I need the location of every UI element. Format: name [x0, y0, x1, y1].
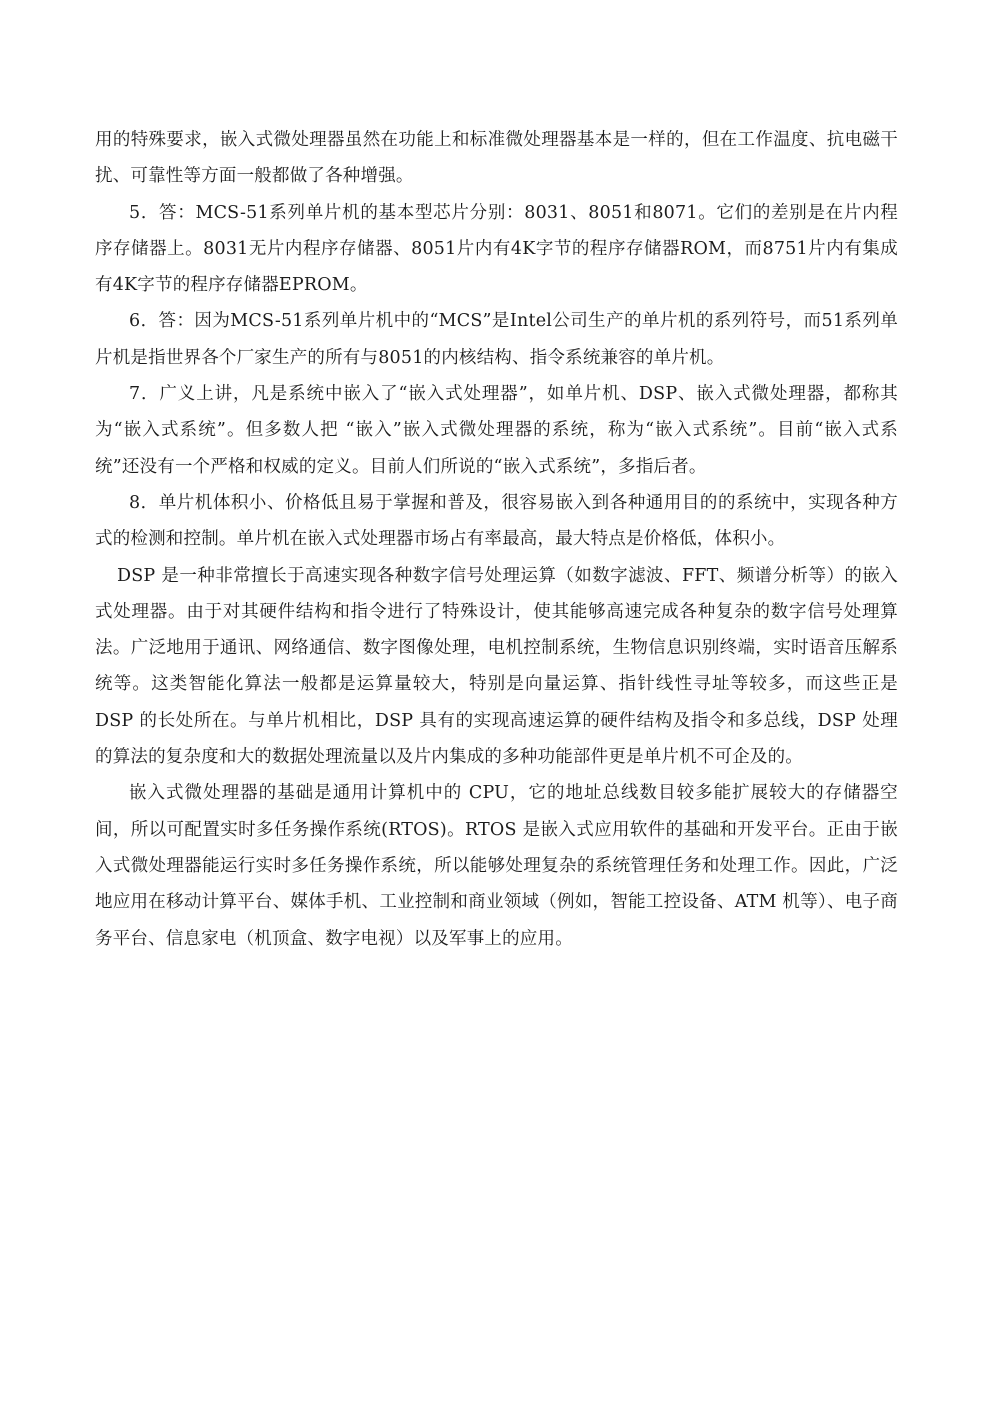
paragraph-answer-7: 7．广义上讲，凡是系统中嵌入了“嵌入式处理器”，如单片机、DSP、嵌入式微处理器，都称其为“嵌入式系统”。但多数人把 “嵌入”嵌入式微处理器的系统，称为“嵌入式系统”。目前“嵌入式系统”还没有一个严格和权威的定义。目前人们所说的“嵌入式系统”，多指后者。	[95, 384, 898, 477]
paragraph-answer-6: 6．答：因为MCS-51系列单片机中的“MCS”是Intel公司生产的单片机的系列符号，而51系列单片机是指世界各个厂家生产的所有与8051的内核结构、指令系统兼容的单片机。	[95, 311, 898, 368]
paragraph-answer-8: 8．单片机体积小、价格低且易于掌握和普及，很容易嵌入到各种通用目的的系统中，实现各种方式的检测和控制。单片机在嵌入式处理器市场占有率最高，最大特点是价格低，体积小。	[95, 492, 898, 550]
paragraph-answer-5: 5．答：MCS-51系列单片机的基本型芯片分别：8031、8051和8071。它们的差别是在片内程序存储器上。8031无片内程序存储器、8051片内有4K字节的程序存储器ROM，而8751片内有集成有4K字节的程序存储器EPROM。	[95, 202, 898, 296]
paragraph-dsp: DSP 是一种非常擅长于高速实现各种数字信号处理运算（如数字滤波、FFT、频谱分析等）的嵌入式处理器。由于对其硬件结构和指令进行了特殊设计，使其能够高速完成各种复杂的数字信号处理算法。广泛地用于通讯、网络通信、数字图像处理，电机控制系统，生物信息识别终端，实时语音压解系统等。这类智能化算法一般都是运算量较大，特别是向量运算、指针线性寻址等较多，而这些正是 DSP 的长处所在。与单片机相比，DSP 具有的实现高速运算的硬件结构及指令和多总线，DSP 处理的算法的复杂度和大的数据处理流量以及片内集成的多种功能部件更是单片机不可企及的。	[95, 565, 898, 768]
paragraph-embedded-mpu: 嵌入式微处理器的基础是通用计算机中的 CPU，它的地址总线数目较多能扩展较大的存储器空间，所以可配置实时多任务操作系统(RTOS)。RTOS 是嵌入式应用软件的基础和开发平台。正由于嵌入式微处理器能运行实时多任务操作系统，所以能够处理复杂的系统管理任务和处理工作。因此，广泛地应用在移动计算平台、媒体手机、工业控制和商业领域（例如，智能工控设备、ATM 机等）、电子商务平台、信息家电（机顶盒、数字电视）以及军事上的应用。	[95, 783, 898, 949]
paragraph-continuation: 用的特殊要求，嵌入式微处理器虽然在功能上和标准微处理器基本是一样的，但在工作温度、抗电磁干扰、可靠性等方面一般都做了各种增强。	[95, 130, 898, 187]
document-body	[95, 122, 898, 957]
